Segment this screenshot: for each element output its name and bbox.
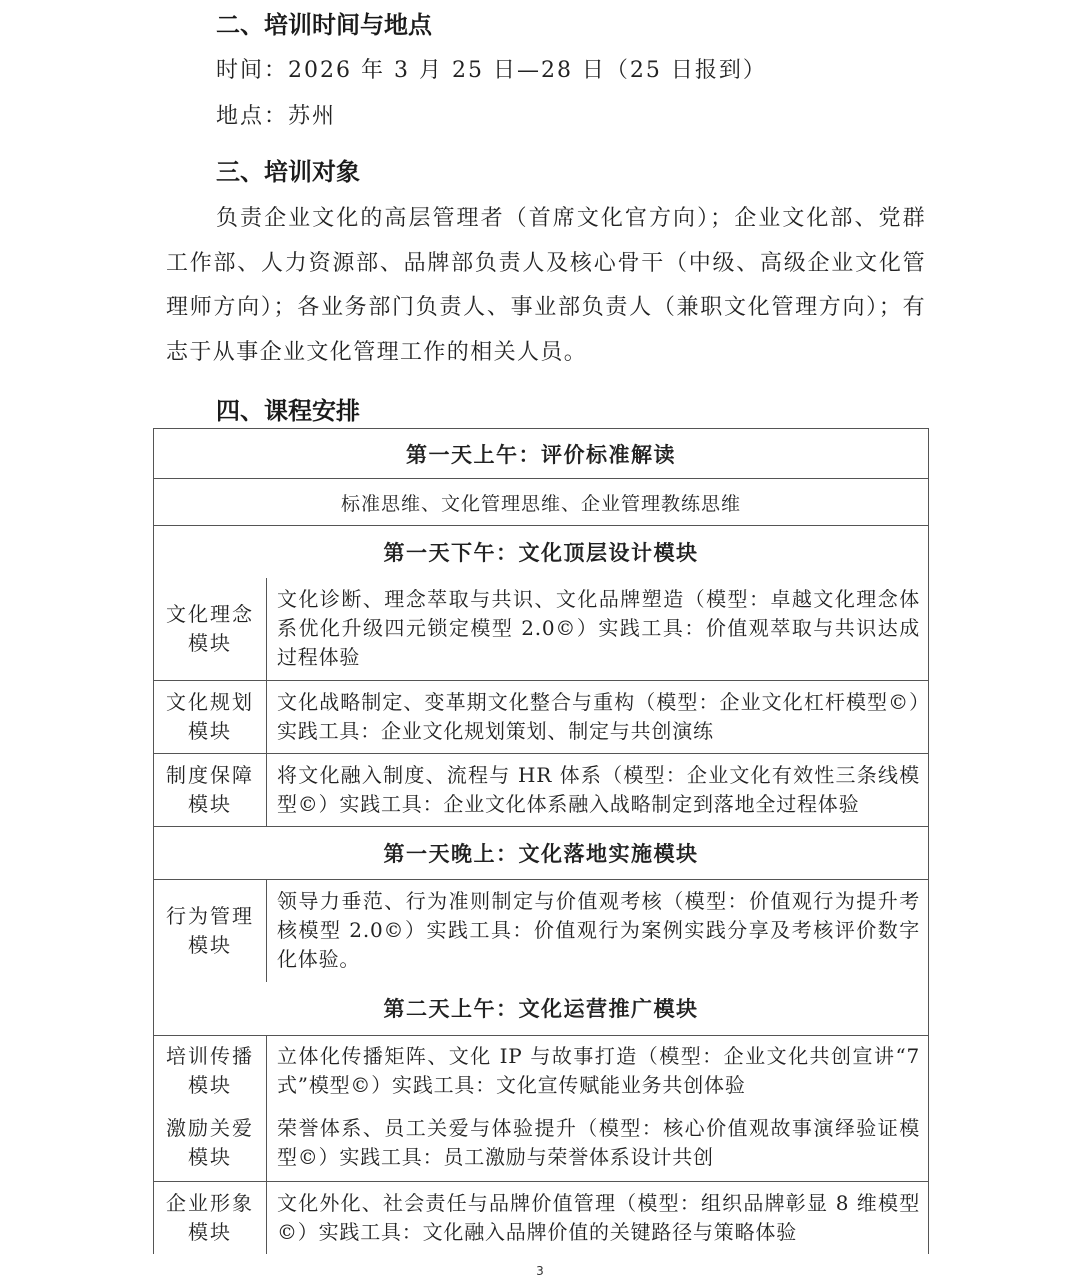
table-row: [154, 754, 929, 827]
module-description: 领导力垂范、行为准则制定与价值观考核（模型：价值观行为提升考核模型 2.0©）实践工具：价值观行为案例实践分享及考核评价数字化体验。: [267, 880, 929, 982]
table-row: [154, 827, 929, 880]
table-row: [154, 578, 929, 681]
table-row: [154, 526, 929, 578]
target-audience-paragraph: 负责企业文化的高层管理者（首席文化官方向）；企业文化部、党群工作部、人力资源部、品牌部负责人及核心骨干（中级、高级企业文化管理师方向）；各业务部门负责人、事业部负责人（兼职文化管理方向）；有志于从事企业文化管理工作的相关人员。: [166, 206, 926, 365]
day1-morning-title: 第一天上午：评价标准解读: [154, 429, 929, 479]
module-description: 文化外化、社会责任与品牌价值管理（模型：组织品牌彰显 8 维模型©）实践工具：文化融入品牌价值的关键路径与策略体验: [267, 1182, 929, 1254]
table-row: [154, 681, 929, 754]
section-2-heading: 二、培训时间与地点: [216, 11, 432, 39]
course-schedule-table: [153, 428, 929, 1254]
day1-evening-title: 第一天晚上：文化落地实施模块: [154, 827, 929, 880]
module-name: 文化规划 模块: [154, 681, 267, 754]
day1-afternoon-title: 第一天下午：文化顶层设计模块: [154, 526, 929, 578]
module-name: 文化理念 模块: [154, 578, 267, 681]
module-name: 企业形象 模块: [154, 1182, 267, 1254]
table-row: [154, 1036, 929, 1106]
training-place: 地点：苏州: [216, 104, 337, 129]
section-4-heading: 四、课程安排: [216, 397, 360, 425]
day1-morning-summary: 标准思维、文化管理思维、企业管理教练思维: [154, 479, 929, 526]
day2-morning-title: 第二天上午：文化运营推广模块: [154, 982, 929, 1036]
module-description: 荣誉体系、员工关爱与体验提升（模型：核心价值观故事演绎验证模型©）实践工具：员工激励与荣誉体系设计共创: [267, 1106, 929, 1182]
table-row: [154, 1106, 929, 1182]
table-row: [154, 880, 929, 982]
section-3-heading: 三、培训对象: [216, 158, 360, 186]
module-description: 将文化融入制度、流程与 HR 体系（模型：企业文化有效性三条线模型©）实践工具：企业文化体系融入战略制定到落地全过程体验: [267, 754, 929, 827]
table-row: [154, 1182, 929, 1254]
page-number: 3: [536, 1264, 544, 1278]
table-row: [154, 479, 929, 526]
table-row: [154, 429, 929, 479]
training-time: 时间：2026 年 3 月 25 日—28 日（25 日报到）: [216, 58, 767, 83]
module-name: 培训传播 模块: [154, 1036, 267, 1106]
module-description: 文化诊断、理念萃取与共识、文化品牌塑造（模型：卓越文化理念体系优化升级四元锁定模型 2.0©）实践工具：价值观萃取与共识达成过程体验: [267, 578, 929, 681]
module-name: 制度保障 模块: [154, 754, 267, 827]
module-name: 行为管理 模块: [154, 880, 267, 982]
module-name: 激励关爱 模块: [154, 1106, 267, 1182]
table-row: [154, 982, 929, 1036]
module-description: 文化战略制定、变革期文化整合与重构（模型：企业文化杠杆模型©）实践工具：企业文化规划策划、制定与共创演练: [267, 681, 929, 754]
module-description: 立体化传播矩阵、文化 IP 与故事打造（模型：企业文化共创宣讲“7式”模型©）实践工具：文化宣传赋能业务共创体验: [267, 1036, 929, 1106]
